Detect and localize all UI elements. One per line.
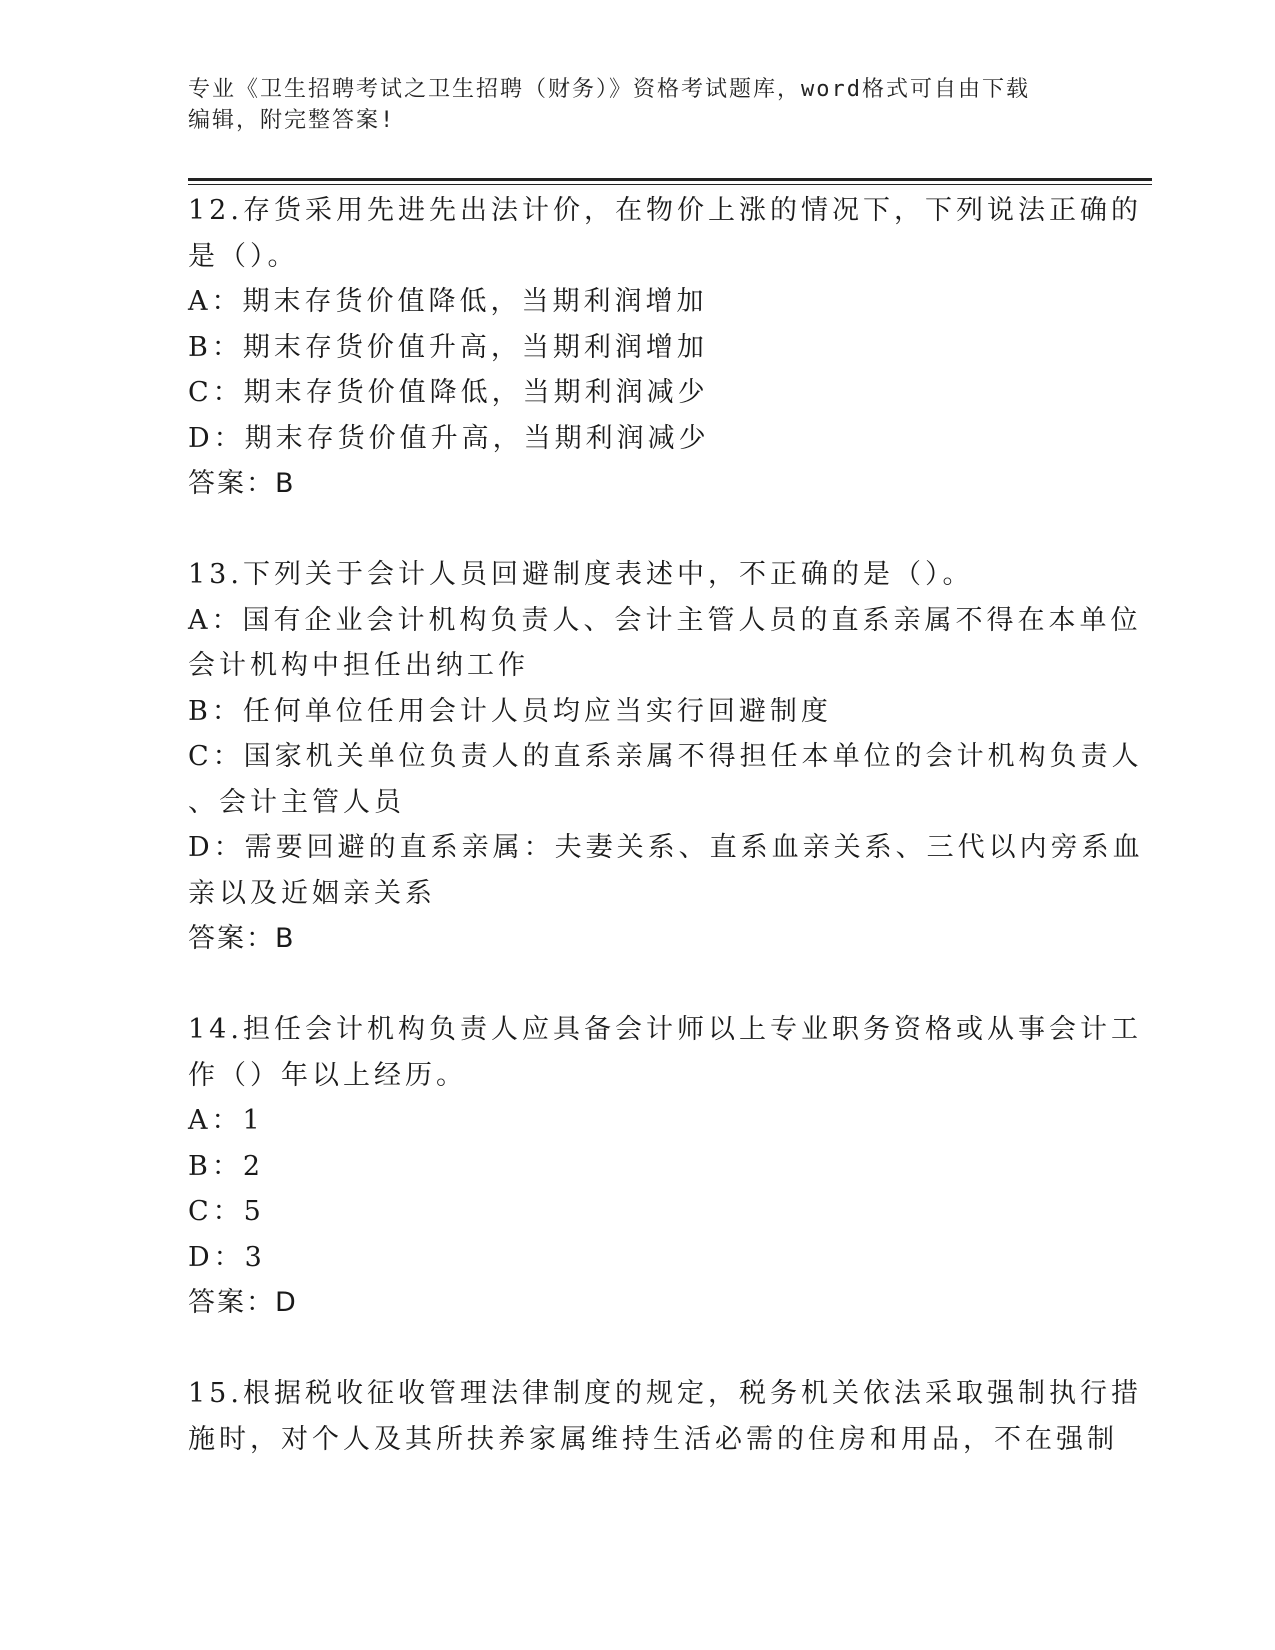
question-13-stem-line-1: 13.下列关于会计人员回避制度表述中，不正确的是（）。 <box>188 559 974 590</box>
question-13-option-b: B：任何单位任用会计人员均应当实行回避制度 <box>188 695 832 727</box>
question-13-answer: 答案：B <box>188 923 296 954</box>
question-spacer <box>188 1326 1088 1372</box>
question-13-option-a-line-2: 会计机构中担任出纳工作 <box>188 650 529 681</box>
question-13-option-d-line-1: D：需要回避的直系亲属：夫妻关系、直系血亲关系、三代以内旁系血 <box>188 832 1144 863</box>
question-14-answer: 答案：D <box>188 1287 298 1318</box>
question-12-option-c: C：期末存货价值降低，当期利润减少 <box>188 377 709 408</box>
question-spacer <box>188 962 1088 1008</box>
header-divider-thin <box>188 184 1152 185</box>
question-12-answer: 答案：B <box>188 468 296 499</box>
question-14-option-a: A：1 <box>188 1105 264 1136</box>
question-12 <box>188 188 1142 507</box>
question-12-stem-line-2: 是（）。 <box>188 240 299 272</box>
question-14-option-c: C：5 <box>188 1196 265 1227</box>
question-15 <box>188 1371 1142 1462</box>
question-12-option-b: B：期末存货价值升高，当期利润增加 <box>188 331 708 363</box>
question-12-option-a: A：期末存货价值降低，当期利润增加 <box>188 286 708 317</box>
question-14-stem-line-2: 作（）年以上经历。 <box>188 1059 467 1091</box>
question-14 <box>188 1007 1142 1326</box>
header-divider-thick <box>188 178 1152 181</box>
question-12-stem-line-1: 12.存货采用先进先出法计价，在物价上涨的情况下，下列说法正确的 <box>188 195 1142 226</box>
question-13-option-c-line-1: C：国家机关单位负责人的直系亲属不得担任本单位的会计机构负责人 <box>188 741 1143 772</box>
question-14-option-d: D：3 <box>188 1241 266 1273</box>
question-12-option-d: D：期末存货价值升高，当期利润减少 <box>188 422 710 454</box>
question-14-stem-line-1: 14.担任会计机构负责人应具备会计师以上专业职务资格或从事会计工 <box>188 1014 1142 1045</box>
question-15-stem-line-2: 施时，对个人及其所扶养家属维持生活必需的住房和用品，不在强制 <box>188 1423 1118 1455</box>
header-line-1: 专业《卫生招聘考试之卫生招聘（财务）》资格考试题库，word格式可自由下载 <box>188 77 1030 102</box>
header-line-2: 编辑，附完整答案! <box>188 108 396 133</box>
question-list <box>188 188 1144 1462</box>
question-14-option-b: B：2 <box>188 1150 265 1182</box>
question-13-option-c-line-2: 、会计主管人员 <box>188 786 405 818</box>
question-spacer <box>188 507 1088 553</box>
question-13 <box>188 552 1144 962</box>
question-13-option-a-line-1: A：国有企业会计机构负责人、会计主管人员的直系亲属不得在本单位 <box>188 604 1142 636</box>
question-15-stem-line-1: 15.根据税收征收管理法律制度的规定，税务机关依法采取强制执行措 <box>188 1378 1142 1409</box>
document-header <box>188 74 1068 136</box>
question-13-option-d-line-2: 亲以及近姻亲关系 <box>188 877 436 909</box>
